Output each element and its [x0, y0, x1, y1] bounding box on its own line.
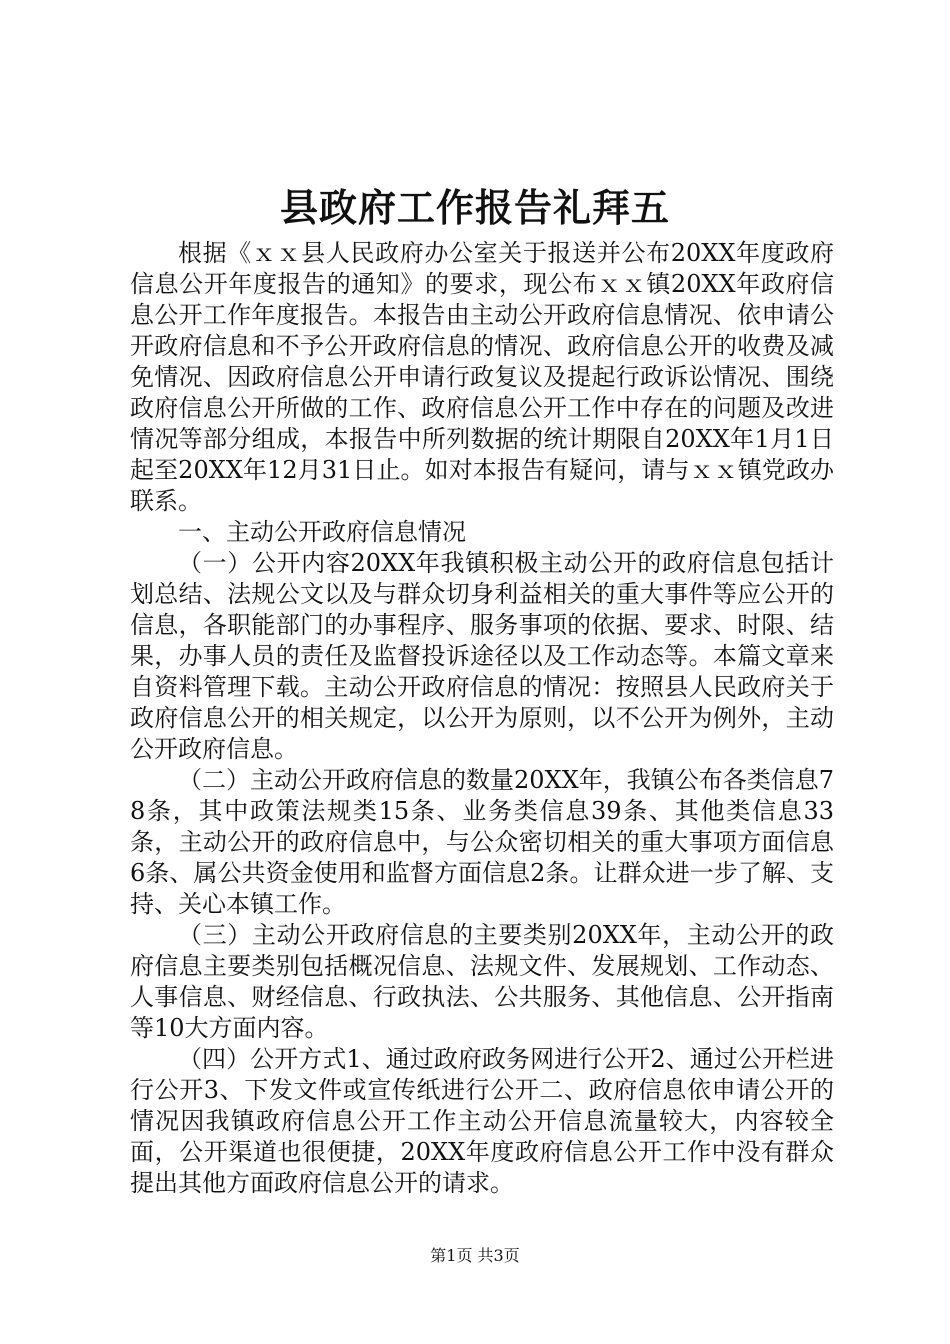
document-title: 县政府工作报告礼拜五 — [279, 185, 670, 230]
document-body — [130, 238, 834, 1199]
intro-paragraph: 根据《ｘｘ县人民政府办公室关于报送并公布20XX年度政府信息公开年度报告的通知》的要求，现公布ｘｘ镇20XX年政府信息公开工作年度报告。本报告由主动公开政府信息情况、依申请公开政府信息和不予公开政府信息的情况、政府信息公开的收费及减免情况、因政府信息公开申请行政复议及提起行政诉讼情况、围绕政府信息公开所做的工作、政府信息公开工作中存在的问题及改进情况等部分组成，本报告中所列数据的统计期限自20XX年1月1日起至20XX年12月31日止。如对本报告有疑问，请与ｘｘ镇党政办联系。 — [130, 239, 834, 515]
paragraph-methods: （四）公开方式1、通过政府政务网进行公开2、通过公开栏进行公开3、下发文件或宣传纸进行公开二、政府信息依申请公开的情况因我镇政府信息公开工作主动公开信息流量较大，内容较全面，公开渠道也很便捷，20XX年度政府信息公开工作中没有群众提出其他方面政府信息公开的请求。 — [130, 1045, 834, 1197]
paragraph-quantity: （二）主动公开政府信息的数量20XX年，我镇公布各类信息78条，其中政策法规类15条、业务类信息39条、其他类信息33条，主动公开的政府信息中，与公众密切相关的重大事项方面信息6条、属公共资金使用和监督方面信息2条。让群众进一步了解、支持、关心本镇工作。 — [130, 766, 834, 918]
paragraph-content: （一）公开内容20XX年我镇积极主动公开的政府信息包括计划总结、法规公文以及与群众切身利益相关的重大事件等应公开的信息，各职能部门的办事程序、服务事项的依据、要求、时限、结果，办事人员的责任及监督投诉途径以及工作动态等。本篇文章来自资料管理下载。主动公开政府信息的情况：按照县人民政府关于政府信息公开的相关规定，以公开为原则，以不公开为例外，主动公开政府信息。 — [130, 549, 834, 763]
page-footer: 第1页 共3页 — [430, 1246, 520, 1265]
section-heading: 一、主动公开政府信息情况 — [178, 518, 466, 546]
paragraph-categories: （三）主动公开政府信息的主要类别20XX年，主动公开的政府信息主要类别包括概况信息、法规文件、发展规划、工作动态、人事信息、财经信息、行政执法、公共服务、其他信息、公开指南等10大方面内容。 — [130, 921, 834, 1042]
